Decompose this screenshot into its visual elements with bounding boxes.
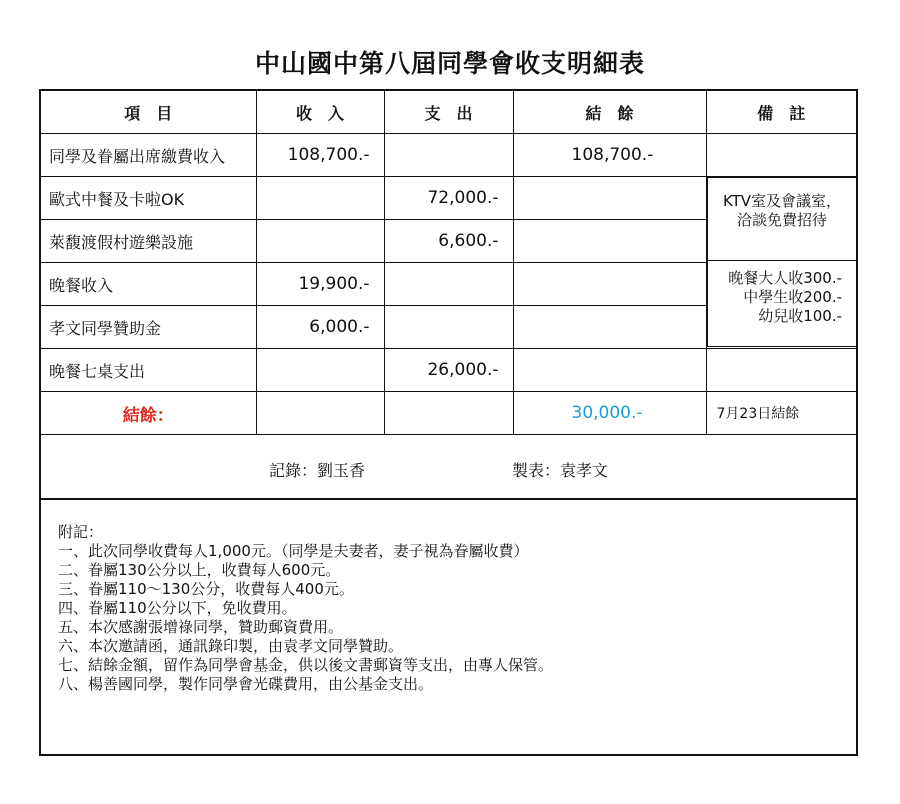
recorder-signature: 記錄：劉玉香 [269, 461, 366, 480]
remark-dinner-line2: 中學生收200.- [743, 288, 842, 306]
row-expense: 26,000.- [384, 349, 513, 392]
row-item: 晚餐七桌支出 [41, 349, 256, 392]
notes-section [58, 523, 553, 694]
note-line: 七、結餘金額，留作為同學會基金，供以後文書郵資等支出，由專人保管。 [58, 656, 554, 674]
row-income: 108,700.- [256, 134, 384, 177]
remark-ktv [707, 177, 856, 261]
row-item: 孝文同學贊助金 [41, 306, 256, 349]
header-income: 收 入 [256, 91, 384, 134]
note-line: 八、楊善國同學，製作同學會光碟費用，由公基金支出。 [58, 675, 434, 693]
total-remark: 7月23日結餘 [706, 392, 856, 435]
row-remark [706, 349, 856, 392]
total-balance: 30,000.- [513, 392, 706, 435]
row-balance [513, 177, 706, 220]
row-item: 萊馥渡假村遊樂設施 [41, 220, 256, 263]
remark-dinner-line3: 幼兒收100.- [758, 307, 842, 325]
row-balance [513, 220, 706, 263]
signature-row [41, 436, 856, 500]
row-expense [384, 306, 513, 349]
note-line: 四、眷屬110公分以下，免收費用。 [58, 599, 297, 617]
total-income [256, 392, 384, 435]
note-line: 五、本次感謝張增祿同學，贊助郵資費用。 [58, 618, 344, 636]
row-expense: 72,000.- [384, 177, 513, 220]
total-expense [384, 392, 513, 435]
row-balance [513, 349, 706, 392]
row-balance: 108,700.- [513, 134, 706, 177]
row-income: 19,900.- [256, 263, 384, 306]
total-row [41, 392, 856, 435]
header-remarks: 備 註 [706, 91, 856, 134]
row-income [256, 349, 384, 392]
total-label: 結餘： [41, 392, 256, 435]
row-expense [384, 134, 513, 177]
table-row [41, 134, 856, 177]
row-item: 晚餐收入 [41, 263, 256, 306]
table-header-row [41, 91, 856, 134]
header-balance: 結 餘 [513, 91, 706, 134]
header-expense: 支 出 [384, 91, 513, 134]
row-income: 6,000.- [256, 306, 384, 349]
remark-dinner-fees [707, 261, 856, 347]
row-income [256, 177, 384, 220]
remark-ktv-line1: KTV室及會議室， [722, 192, 842, 210]
header-item: 項 目 [41, 91, 256, 134]
note-line: 六、本次邀請函，通訊錄印製，由袁孝文同學贊助。 [58, 637, 404, 655]
row-balance [513, 263, 706, 306]
row-expense [384, 263, 513, 306]
ledger-frame [39, 89, 858, 756]
row-item: 同學及眷屬出席繳費收入 [41, 134, 256, 177]
page-title: 中山國中第八屆同學會收支明細表 [254, 49, 645, 78]
row-expense: 6,600.- [384, 220, 513, 263]
note-line: 二、眷屬130公分以上，收費每人600元。 [58, 561, 341, 579]
table-row [41, 349, 856, 392]
maker-signature: 製表：袁孝文 [512, 461, 609, 480]
row-remark [706, 134, 856, 177]
note-line: 三、眷屬110～130公分，收費每人400元。 [58, 580, 354, 598]
note-line: 一、此次同學收費每人1,000元。（同學是夫妻者，妻子視為眷屬收費） [58, 542, 529, 560]
row-item: 歐式中餐及卡啦OK [41, 177, 256, 220]
row-income [256, 220, 384, 263]
notes-heading: 附記： [58, 523, 104, 541]
remark-dinner-line1: 晚餐大人收300.- [728, 269, 842, 287]
remark-ktv-line2: 洽談免費招待 [736, 211, 827, 229]
row-balance [513, 306, 706, 349]
